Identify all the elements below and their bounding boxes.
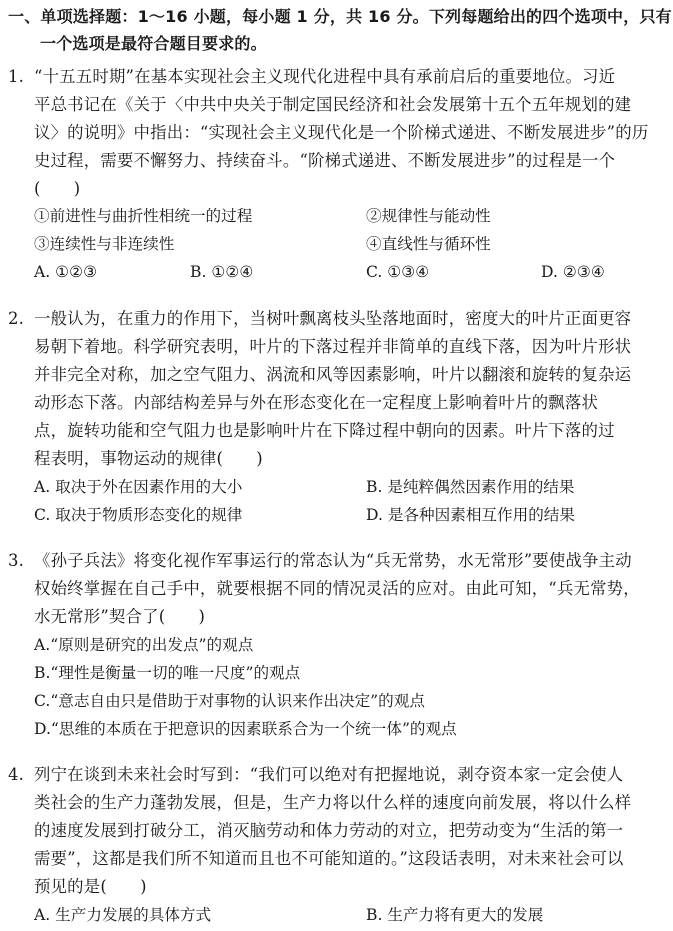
question-1-option-c[interactable]: C. ①③④ bbox=[366, 263, 430, 281]
question-2-line-1: 2. 一般认为，在重力的作用下，当树叶飘离枝头坠落地面时，密度大的叶片正面更容 bbox=[8, 309, 632, 328]
question-1-item-3: ③连续性与非连续性 bbox=[34, 235, 175, 253]
question-3-option-c[interactable]: C.“意志自由只是借助于对事物的认识来作出决定”的观点 bbox=[34, 692, 425, 710]
question-3-line-3: 水无常形”契合了( ) bbox=[34, 607, 206, 626]
section-header-line-1: 一、单项选择题：1～16 小题，每小题 1 分，共 16 分。下列每题给出的四个选项中，只有 bbox=[8, 7, 672, 26]
question-1-number: 1. bbox=[8, 67, 25, 86]
question-1-option-b[interactable]: B. ①②④ bbox=[190, 263, 254, 281]
question-2-line-5: 点，旋转功能和空气阻力也是影响叶片在下降过程中朝向的因素。叶片下落的过 bbox=[34, 421, 615, 440]
question-1-item-2: ②规律性与能动性 bbox=[366, 207, 491, 225]
question-4-line-2: 类社会的生产力蓬勃发展，但是，生产力将以什么样的速度向前发展，将以什么样 bbox=[34, 793, 632, 812]
question-4-option-b[interactable]: B. 生产力将有更大的发展 bbox=[366, 906, 544, 924]
question-2-line-2: 易朝下着地。科学研究表明，叶片的下落过程并非简单的直线下落，因为叶片形状 bbox=[34, 337, 632, 356]
question-4-line-3: 的速度发展到打破分工，消灭脑劳动和体力劳动的对立，把劳动变为“生活的第一 bbox=[34, 821, 624, 840]
question-1-line-5: ( ) bbox=[34, 179, 81, 198]
question-2-line-3: 并非完全对称，加之空气阻力、涡流和风等因素影响，叶片以翻滚和旋转的复杂运 bbox=[34, 365, 632, 384]
question-1-option-d[interactable]: D. ②③④ bbox=[541, 263, 605, 281]
question-3-option-a[interactable]: A.“原则是研究的出发点”的观点 bbox=[34, 636, 254, 654]
question-2-option-b[interactable]: B. 是纯粹偶然因素作用的结果 bbox=[366, 478, 575, 496]
question-1-line-4: 史过程，需要不懈努力、持续奋斗。“阶梯式递进、不断发展进步”的过程是一个 bbox=[34, 151, 616, 170]
question-1-line-2: 平总书记在《关于〈中共中央关于制定国民经济和社会发展第十五个五年规划的建 bbox=[34, 95, 632, 114]
question-2-option-a[interactable]: A. 取决于外在因素作用的大小 bbox=[34, 478, 243, 496]
question-1-line-3: 议〉的说明》中指出：“实现社会主义现代化是一个阶梯式递进、不断发展进步”的历 bbox=[34, 123, 649, 142]
question-3-number: 3. bbox=[8, 551, 25, 570]
question-4-line-4: 需要”，这都是我们所不知道而且也不可能知道的。”这段话表明，对未来社会可以 bbox=[34, 849, 624, 868]
question-2-number: 2. bbox=[8, 309, 25, 328]
question-2-line-6: 程表明，事物运动的规律( ) bbox=[34, 449, 263, 468]
section-header-line-2: 一个选项是最符合题目要求的。 bbox=[40, 34, 267, 53]
question-1-item-4: ④直线性与循环性 bbox=[366, 235, 491, 253]
question-4-number: 4. bbox=[8, 765, 25, 784]
question-2-option-c[interactable]: C. 取决于物质形态变化的规律 bbox=[34, 506, 243, 524]
question-3-option-d[interactable]: D.“思维的本质在于把意识的因素联系合为一个统一体”的观点 bbox=[34, 720, 457, 738]
question-4-line-5: 预见的是( ) bbox=[34, 877, 147, 896]
question-1-item-1: ①前进性与曲折性相统一的过程 bbox=[34, 207, 253, 225]
question-3-option-b[interactable]: B.“理性是衡量一切的唯一尺度”的观点 bbox=[34, 664, 301, 682]
question-1-option-a[interactable]: A. ①②③ bbox=[34, 263, 98, 281]
question-2-option-d[interactable]: D. 是各种因素相互作用的结果 bbox=[366, 506, 575, 524]
question-4-option-a[interactable]: A. 生产力发展的具体方式 bbox=[34, 906, 212, 924]
question-4-line-1: 4. 列宁在谈到未来社会时写到：“我们可以绝对有把握地说，剥夺资本家一定会使人 bbox=[8, 765, 624, 784]
question-3-line-1: 3. 《孙子兵法》将变化视作军事运行的常态认为“兵无常势，水无常形”要使战争主动 bbox=[8, 551, 632, 570]
question-1-line-1: 1. “十五五时期”在基本实现社会主义现代化进程中具有承前启后的重要地位。习近 bbox=[8, 67, 616, 86]
question-3-line-2: 权始终掌握在自己手中，就要根据不同的情况灵活的应对。由此可知，“兵无常势， bbox=[34, 579, 640, 598]
question-2-line-4: 动形态下落。内部结构差异与外在形态变化在一定程度上影响着叶片的飘落状 bbox=[34, 393, 599, 412]
